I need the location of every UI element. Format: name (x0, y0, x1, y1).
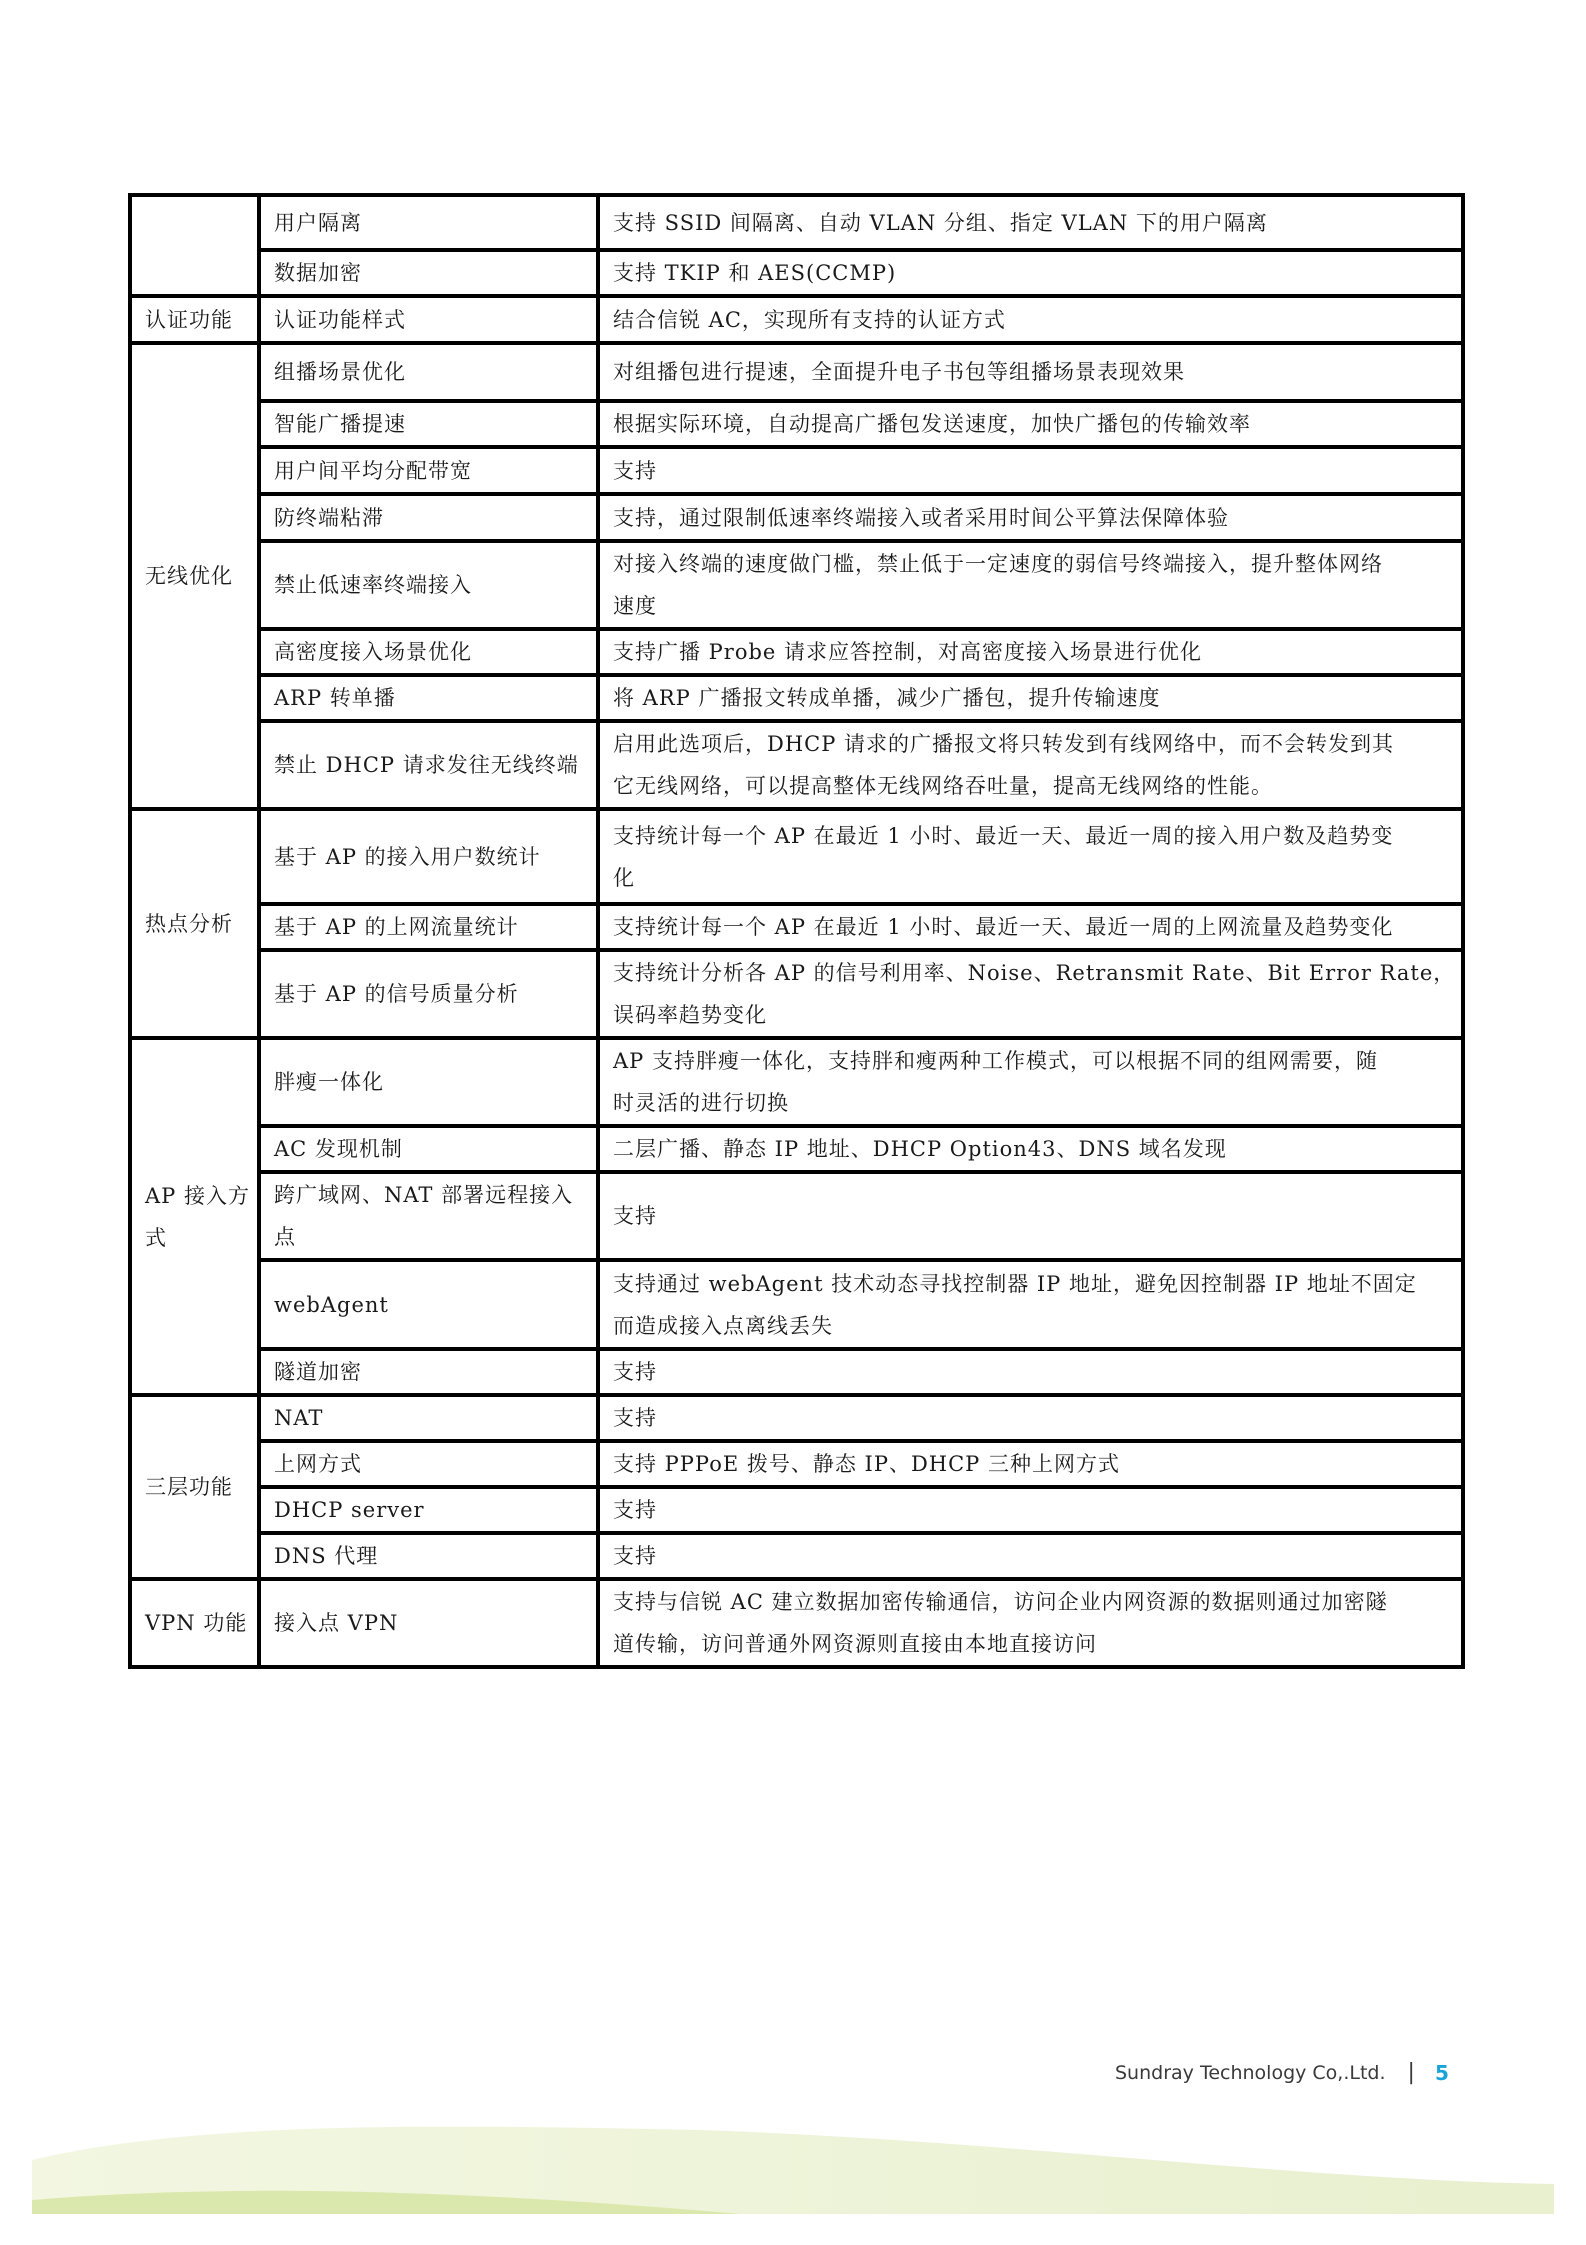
feature-label: 上网方式 (274, 1452, 362, 1476)
description-text: 支持统计分析各 AP 的信号利用率、Noise、Retransmit Rate、Bit Error Rate， (613, 961, 1456, 985)
description-text: AP 支持胖瘦一体化，支持胖和瘦两种工作模式，可以根据不同的组网需要，随 (613, 1049, 1378, 1073)
description-cell (598, 1126, 1463, 1172)
description-text: 支持 TKIP 和 AES(CCMP) (613, 261, 897, 285)
description-text: 支持 (613, 1406, 657, 1430)
feature-label: NAT (274, 1406, 324, 1430)
feature-label: DNS 代理 (274, 1544, 379, 1568)
description-cell (598, 809, 1463, 904)
table-row (130, 1487, 1463, 1533)
table-row (130, 195, 1463, 250)
description-text: 速度 (613, 594, 657, 618)
feature-cell (259, 1487, 598, 1533)
description-cell (598, 1395, 1463, 1441)
feature-cell (259, 629, 598, 675)
feature-label: 防终端粘滞 (274, 505, 384, 530)
category-label: VPN 功能 (145, 1611, 248, 1635)
feature-label: 智能广播提速 (274, 412, 406, 436)
table-row (130, 447, 1463, 494)
table-row (130, 675, 1463, 721)
table-row (130, 541, 1463, 629)
feature-label: 用户隔离 (274, 210, 362, 235)
table-row (130, 1349, 1463, 1395)
description-cell (598, 447, 1463, 494)
feature-label: 禁止低速率终端接入 (274, 573, 472, 597)
table-row (130, 950, 1463, 1038)
category-label: 热点分析 (145, 911, 233, 936)
page-number: 5 (1434, 2060, 1449, 2085)
category-label: 三层功能 (145, 1475, 233, 1499)
feature-label: 接入点 VPN (274, 1611, 399, 1635)
description-cell (598, 1579, 1463, 1667)
feature-cell (259, 1038, 598, 1126)
feature-label: DHCP server (274, 1498, 425, 1522)
feature-label: 基于 AP 的信号质量分析 (274, 982, 519, 1006)
feature-label: 认证功能样式 (274, 307, 406, 332)
feature-cell (259, 1533, 598, 1579)
table-row (130, 1533, 1463, 1579)
feature-label: 点 (274, 1225, 296, 1249)
feature-label: 基于 AP 的上网流量统计 (274, 915, 519, 939)
feature-cell (259, 675, 598, 721)
page-footer (1115, 2060, 1449, 2085)
table-row (130, 904, 1463, 950)
feature-cell (259, 1395, 598, 1441)
feature-cell (259, 541, 598, 629)
table-row (130, 1126, 1463, 1172)
feature-cell (259, 809, 598, 904)
feature-cell (259, 1126, 598, 1172)
category-cell (130, 296, 259, 343)
feature-cell (259, 494, 598, 541)
description-cell (598, 721, 1463, 809)
description-text: 误码率趋势变化 (613, 1003, 767, 1027)
feature-label: 用户间平均分配带宽 (274, 458, 472, 483)
table-row (130, 494, 1463, 541)
description-cell (598, 1038, 1463, 1126)
description-cell (598, 250, 1463, 296)
description-cell (598, 1441, 1463, 1487)
category-label: 无线优化 (145, 564, 233, 588)
category-label: 式 (145, 1225, 167, 1250)
description-text: 支持与信锐 AC 建立数据加密传输通信，访问企业内网资源的数据则通过加密隧 (613, 1590, 1388, 1614)
feature-cell (259, 950, 598, 1038)
table-row (130, 1441, 1463, 1487)
footer-separator: | (1407, 2060, 1415, 2085)
feature-cell (259, 250, 598, 296)
description-text: 支持 (613, 1360, 657, 1384)
table-row (130, 343, 1463, 401)
feature-label: 高密度接入场景优化 (274, 640, 472, 664)
feature-label: AC 发现机制 (274, 1137, 403, 1161)
feature-label: 数据加密 (274, 261, 362, 285)
feature-cell (259, 1172, 598, 1260)
table-row (130, 401, 1463, 447)
feature-label: 胖瘦一体化 (274, 1070, 384, 1094)
category-cell (130, 809, 259, 1038)
description-text: 支持广播 Probe 请求应答控制，对高密度接入场景进行优化 (613, 640, 1203, 664)
feature-label: ARP 转单播 (274, 686, 396, 710)
table-row (130, 629, 1463, 675)
description-cell (598, 1487, 1463, 1533)
description-text: 将 ARP 广播报文转成单播，减少广播包，提升传输速度 (613, 686, 1161, 710)
description-cell (598, 494, 1463, 541)
feature-cell (259, 1441, 598, 1487)
feature-label: webAgent (274, 1292, 389, 1317)
feature-cell (259, 1349, 598, 1395)
description-cell (598, 195, 1463, 250)
feature-cell (259, 296, 598, 343)
table-row (130, 721, 1463, 809)
description-text: 支持，通过限制低速率终端接入或者采用时间公平算法保障体验 (613, 505, 1229, 530)
feature-label: 组播场景优化 (274, 360, 406, 384)
feature-cell (259, 195, 598, 250)
category-cell (130, 1579, 259, 1667)
description-text: 根据实际环境，自动提高广播包发送速度，加快广播包的传输效率 (613, 412, 1251, 436)
description-text: 它无线网络，可以提高整体无线网络吞吐量，提高无线网络的性能。 (613, 774, 1273, 798)
feature-label: 禁止 DHCP 请求发往无线终端 (274, 753, 579, 777)
footer-wave-decoration (0, 2110, 1586, 2230)
description-text: 结合信锐 AC，实现所有支持的认证方式 (613, 307, 1006, 332)
feature-cell (259, 447, 598, 494)
feature-label: 隧道加密 (274, 1360, 362, 1384)
description-cell (598, 1533, 1463, 1579)
table-row (130, 809, 1463, 904)
description-cell (598, 401, 1463, 447)
description-cell (598, 1349, 1463, 1395)
description-text: 二层广播、静态 IP 地址、DHCP Option43、DNS 域名发现 (613, 1137, 1227, 1161)
description-cell (598, 950, 1463, 1038)
table-row (130, 1395, 1463, 1441)
description-text: 支持 (613, 1498, 657, 1522)
description-text: 化 (613, 865, 635, 890)
description-cell (598, 1260, 1463, 1349)
footer-company: Sundray Technology Co,.Ltd. (1115, 2061, 1386, 2084)
description-cell (598, 629, 1463, 675)
category-label: 认证功能 (145, 307, 233, 332)
description-text: 对组播包进行提速，全面提升电子书包等组播场景表现效果 (613, 360, 1185, 384)
description-text: 对接入终端的速度做门槛，禁止低于一定速度的弱信号终端接入，提升整体网络 (613, 552, 1383, 576)
description-cell (598, 1172, 1463, 1260)
description-cell (598, 296, 1463, 343)
table-row (130, 1038, 1463, 1126)
category-label: AP 接入方 (145, 1183, 250, 1208)
description-text: 启用此选项后，DHCP 请求的广播报文将只转发到有线网络中，而不会转发到其 (613, 732, 1395, 756)
category-cell (130, 1395, 259, 1579)
feature-label: 基于 AP 的接入用户数统计 (274, 844, 541, 869)
feature-cell (259, 401, 598, 447)
table-row (130, 1260, 1463, 1349)
description-text: 支持 PPPoE 拨号、静态 IP、DHCP 三种上网方式 (613, 1452, 1120, 1476)
feature-spec-table (128, 193, 1465, 1669)
feature-label: 跨广域网、NAT 部署远程接入 (274, 1183, 574, 1207)
table-row (130, 1172, 1463, 1260)
description-text: 时灵活的进行切换 (613, 1091, 789, 1115)
description-cell (598, 343, 1463, 401)
description-text: 支持通过 webAgent 技术动态寻找控制器 IP 地址，避免因控制器 IP 地址不固定 (613, 1271, 1417, 1296)
description-text: 支持统计每一个 AP 在最近 1 小时、最近一天、最近一周的接入用户数及趋势变 (613, 823, 1394, 848)
category-cell (130, 1038, 259, 1395)
feature-cell (259, 1260, 598, 1349)
table-row (130, 250, 1463, 296)
description-cell (598, 675, 1463, 721)
description-cell (598, 904, 1463, 950)
category-cell (130, 195, 259, 296)
table-row (130, 1579, 1463, 1667)
category-cell (130, 343, 259, 809)
feature-cell (259, 343, 598, 401)
feature-cell (259, 1579, 598, 1667)
feature-spec-table-body (130, 195, 1463, 1667)
feature-cell (259, 721, 598, 809)
description-text: 支持 (613, 1544, 657, 1568)
description-text: 支持统计每一个 AP 在最近 1 小时、最近一天、最近一周的上网流量及趋势变化 (613, 915, 1394, 939)
description-text: 支持 (613, 458, 657, 483)
description-text: 而造成接入点离线丢失 (613, 1313, 833, 1338)
table-row (130, 296, 1463, 343)
description-text: 支持 SSID 间隔离、自动 VLAN 分组、指定 VLAN 下的用户隔离 (613, 210, 1268, 235)
description-cell (598, 541, 1463, 629)
description-text: 支持 (613, 1204, 657, 1228)
description-text: 道传输，访问普通外网资源则直接由本地直接访问 (613, 1632, 1097, 1656)
feature-cell (259, 904, 598, 950)
